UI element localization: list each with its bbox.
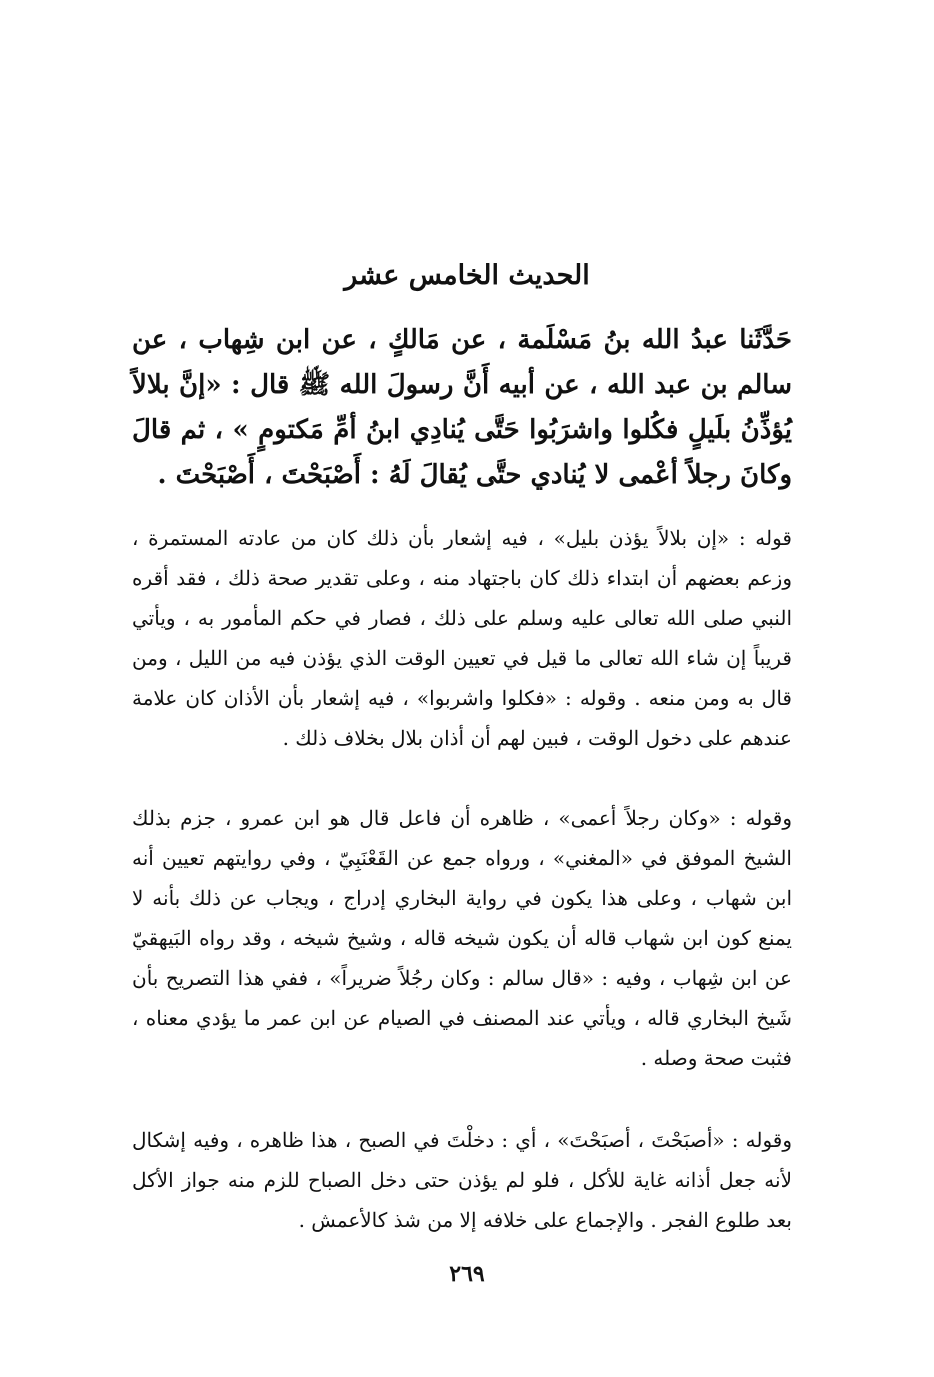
page-number: ٢٦٩ [449,1261,485,1287]
commentary-paragraph-2: وقوله : «وكان رجلاً أعمى» ، ظاهره أن فاعل قال هو ابن عمرو ، جزم بذلك الشيخ الموفق في «المغني» ، ورواه جمع عن القَعْنَبِيّ ، وفي روايتهم تعيين أنه ابن شهاب ، وعلى هذا يكون في رواية البخاري إدراج ، ويجاب عن ذلك بأنه لا يمنع كون ابن شهاب قاله أن يكون شيخه قاله ، وشيخ شيخه ، وقد رواه البَيهقيّ عن ابن شِهاب ، وفيه : «قال سالم : وكان رجُلاً ضريراً» ، ففي هذا التصريح بأن شَيخ البخاري قاله ، ويأتي عند المصنف في الصيام عن ابن عمر ما يؤدي معناه ، فثبت صحة وصله . [132,806,792,1070]
commentary-paragraph-1: قوله : «إن بلالاً يؤذن بليل» ، فيه إشعار بأن ذلك كان من عادته المستمرة ، وزعم بعضهم أن ابتداء ذلك كان باجتهاد منه ، وعلى تقدير صحة ذلك ، فقد أقره النبي صلى الله تعالى عليه وسلم على ذلك ، فصار في حكم المأمور به ، ويأتي قريباً إن شاء الله تعالى ما قيل في تعيين الوقت الذي يؤذن فيه من الليل ، ومن قال به ومن منعه . وقوله : «فكلوا واشربوا» ، فيه إشعار بأن الأذان كان علامة عندهم على دخول الوقت ، فبين لهم أن أذان بلال بخلاف ذلك . [132,526,792,750]
commentary-paragraph-3: وقوله : «أصبَحْتَ ، أصبَحْتَ» ، أي : دخلْتَ في الصبح ، هذا ظاهره ، وفيه إشكال لأنه جعل أذانه غاية للأكل ، فلو لم يؤذن حتى دخل الصباح للزم منه جواز الأكل بعد طلوع الفجر . والإجماع على خلافه إلا من شذ كالأعمش . [132,1128,792,1232]
hadith-text: حَدَّثَنا عبدُ الله بنُ مَسْلَمة ، عن مَالكٍ ، عن ابن شِهاب ، عن سالم بن عبد الله ، عن أبيه أَنَّ رسولَ الله ﷺ قال : «إنَّ بلالاً يُؤذِّنُ بلَيلٍ فكُلوا واشرَبُوا حَتَّى يُنادِي ابنُ أمِّ مَكتومٍ » ، ثم قالَ وكانَ رجلاً أعْمى لا يُنادي حتَّى يُقالَ لَهُ : أَصْبَحْتَ ، أَصْبَحْتَ . [132,325,792,490]
chapter-heading: الحديث الخامس عشر [344,260,590,291]
